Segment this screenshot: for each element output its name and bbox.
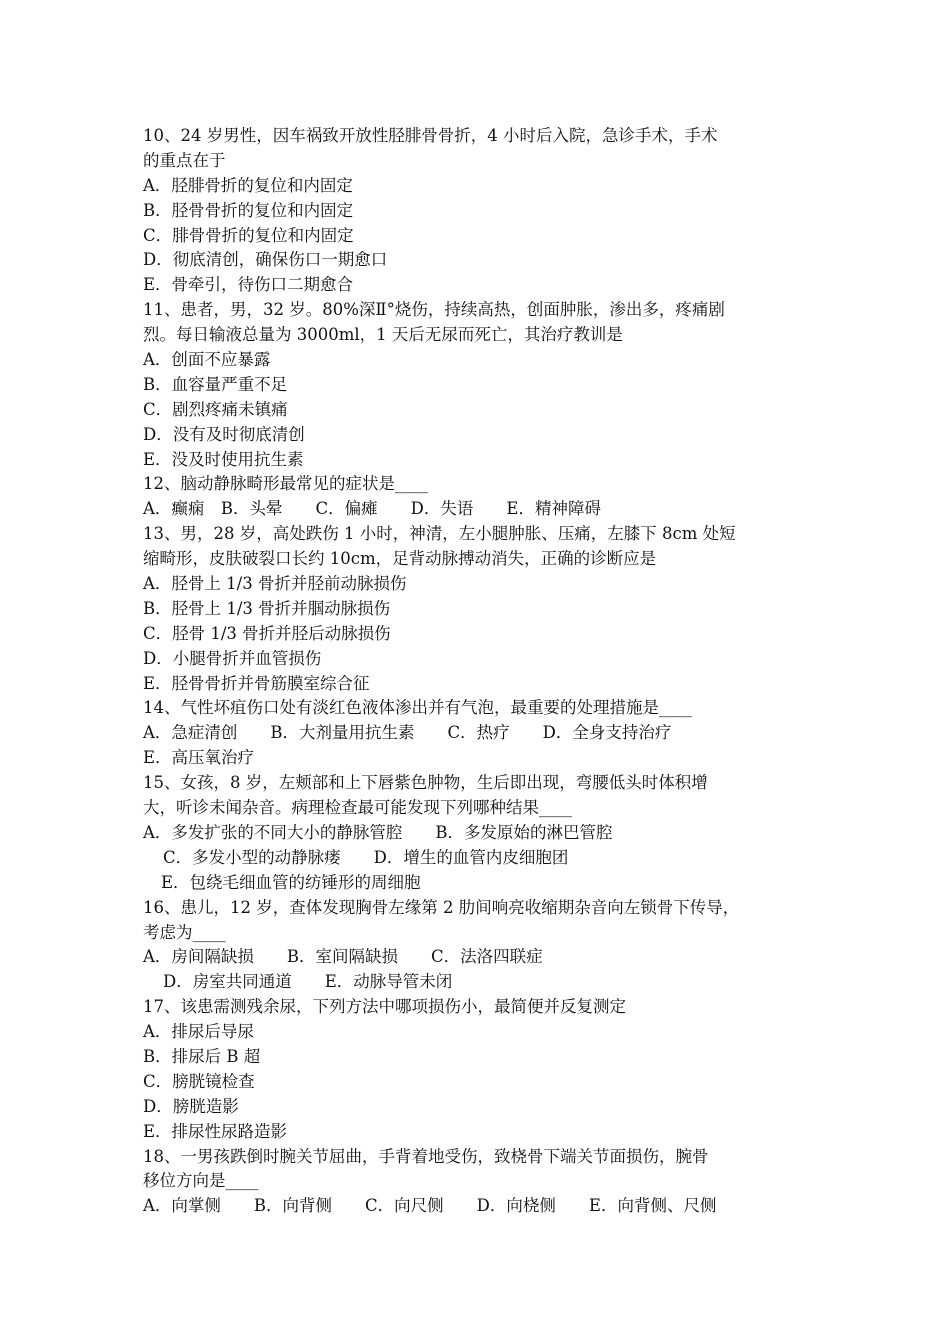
answer-option: B．排尿后 B 超 [143,1046,261,1066]
question-11 [143,298,815,472]
question-stem-line: 的重点在于 [143,150,226,170]
answer-option: B．血容量严重不足 [143,374,288,394]
answer-options-row: A．急症清创 B．大剂量用抗生素 C．热疗 D．全身支持治疗 [143,723,672,743]
question-stem-line: 移位方向是____ [143,1171,259,1191]
answer-option: C．剧烈疼痛未镇痛 [143,399,288,419]
question-stem-line: 烈。每日输液总量为 3000ml，1 天后无尿而死亡，其治疗教训是 [143,325,623,345]
answer-option: E．高压氧治疗 [143,748,255,768]
question-stem-line: 考虑为____ [143,922,226,942]
question-stem-line: 16、患儿，12 岁，查体发现胸骨左缘第 2 肋间响亮收缩期杂音向左锁骨下传导， [143,897,740,917]
answer-option: B．胫骨骨折的复位和内固定 [143,200,354,220]
question-18 [143,1145,815,1220]
answer-option: A．胫腓骨折的复位和内固定 [143,175,353,195]
question-stem-line: 14、气性坏疽伤口处有淡红色液体渗出并有气泡，最重要的处理措施是____ [143,698,692,718]
answer-option: E．没及时使用抗生素 [143,449,304,469]
question-16 [143,896,815,996]
answer-options-row: C．多发小型的动静脉瘘 D．增生的血管内皮细胞团 [163,847,569,867]
answer-option: C．腓骨骨折的复位和内固定 [143,225,354,245]
answer-option: D．没有及时彻底清创 [143,424,305,444]
answer-option: E．胫骨骨折并骨筋膜室综合征 [143,673,370,693]
answer-option: A．胫骨上 1/3 骨折并胫前动脉损伤 [143,574,407,594]
answer-option: C．胫骨 1/3 骨折并胫后动脉损伤 [143,623,391,643]
question-17 [143,995,815,1144]
question-stem-line: 大，听诊未闻杂音。病理检查最可能发现下列哪种结果____ [143,798,572,818]
answer-options-row: A．房间隔缺损 B．室间隔缺损 C．法洛四联症 [143,947,543,967]
answer-option: E．排尿性尿路造影 [143,1121,288,1141]
question-stem-line: 缩畸形，皮肤破裂口长约 10cm，足背动脉搏动消失，正确的诊断应是 [143,549,657,569]
answer-option: D．彻底清创，确保伤口一期愈口 [143,250,388,270]
question-stem-line: 10、24 岁男性，因车祸致开放性胫腓骨骨折，4 小时后入院，急诊手术，手术 [143,126,718,145]
question-12 [143,472,815,522]
question-list [143,124,815,1219]
answer-option: E．骨牵引，待伤口二期愈合 [143,275,354,295]
question-stem-line: 11、患者，男，32 岁。80%深Ⅱ°烧伤，持续高热，创面肿胀，渗出多，疼痛剧 [143,300,725,320]
answer-options-row: A．多发扩张的不同大小的静脉管腔 B．多发原始的淋巴管腔 [143,822,613,842]
answer-option: B．胫骨上 1/3 骨折并腘动脉损伤 [143,598,391,618]
answer-option: D．膀胱造影 [143,1096,239,1116]
question-stem-line: 12、脑动静脉畸形最常见的症状是____ [143,474,428,494]
answer-options-row: D．房室共同通道 E．动脉导管未闭 [163,972,453,992]
question-stem-line: 18、一男孩跌倒时腕关节屈曲，手背着地受伤，致桡骨下端关节面损伤，腕骨 [143,1146,709,1166]
answer-option: A．创面不应暴露 [143,350,271,370]
answer-option: E．包绕毛细血管的纺锤形的周细胞 [161,872,421,892]
answer-options-row: A．向掌侧 B．向背侧 C．向尺侧 D．向桡侧 E．向背侧、尺侧 [143,1196,717,1216]
question-10 [143,124,815,298]
question-stem-line: 15、女孩，8 岁，左颊部和上下唇紫色肿物，生后即出现，弯腰低头时体积增 [143,773,708,793]
question-stem-line: 13、男，28 岁，高处跌伤 1 小时，神清，左小腿肿胀、压痛，左膝下 8cm 处短 [143,524,736,544]
question-14 [143,696,815,771]
answer-option: C．膀胱镜检查 [143,1071,255,1091]
answer-option: A．排尿后导尿 [143,1022,254,1042]
answer-options-row: A．癫痫 B．头晕 C．偏瘫 D．失语 E．精神障碍 [143,499,601,519]
answer-option: D．小腿骨折并血管损伤 [143,648,322,668]
question-13 [143,522,815,696]
question-stem-line: 17、该患需测残余尿，下列方法中哪项损伤小，最简便并反复测定 [143,997,626,1017]
question-15 [143,771,815,895]
